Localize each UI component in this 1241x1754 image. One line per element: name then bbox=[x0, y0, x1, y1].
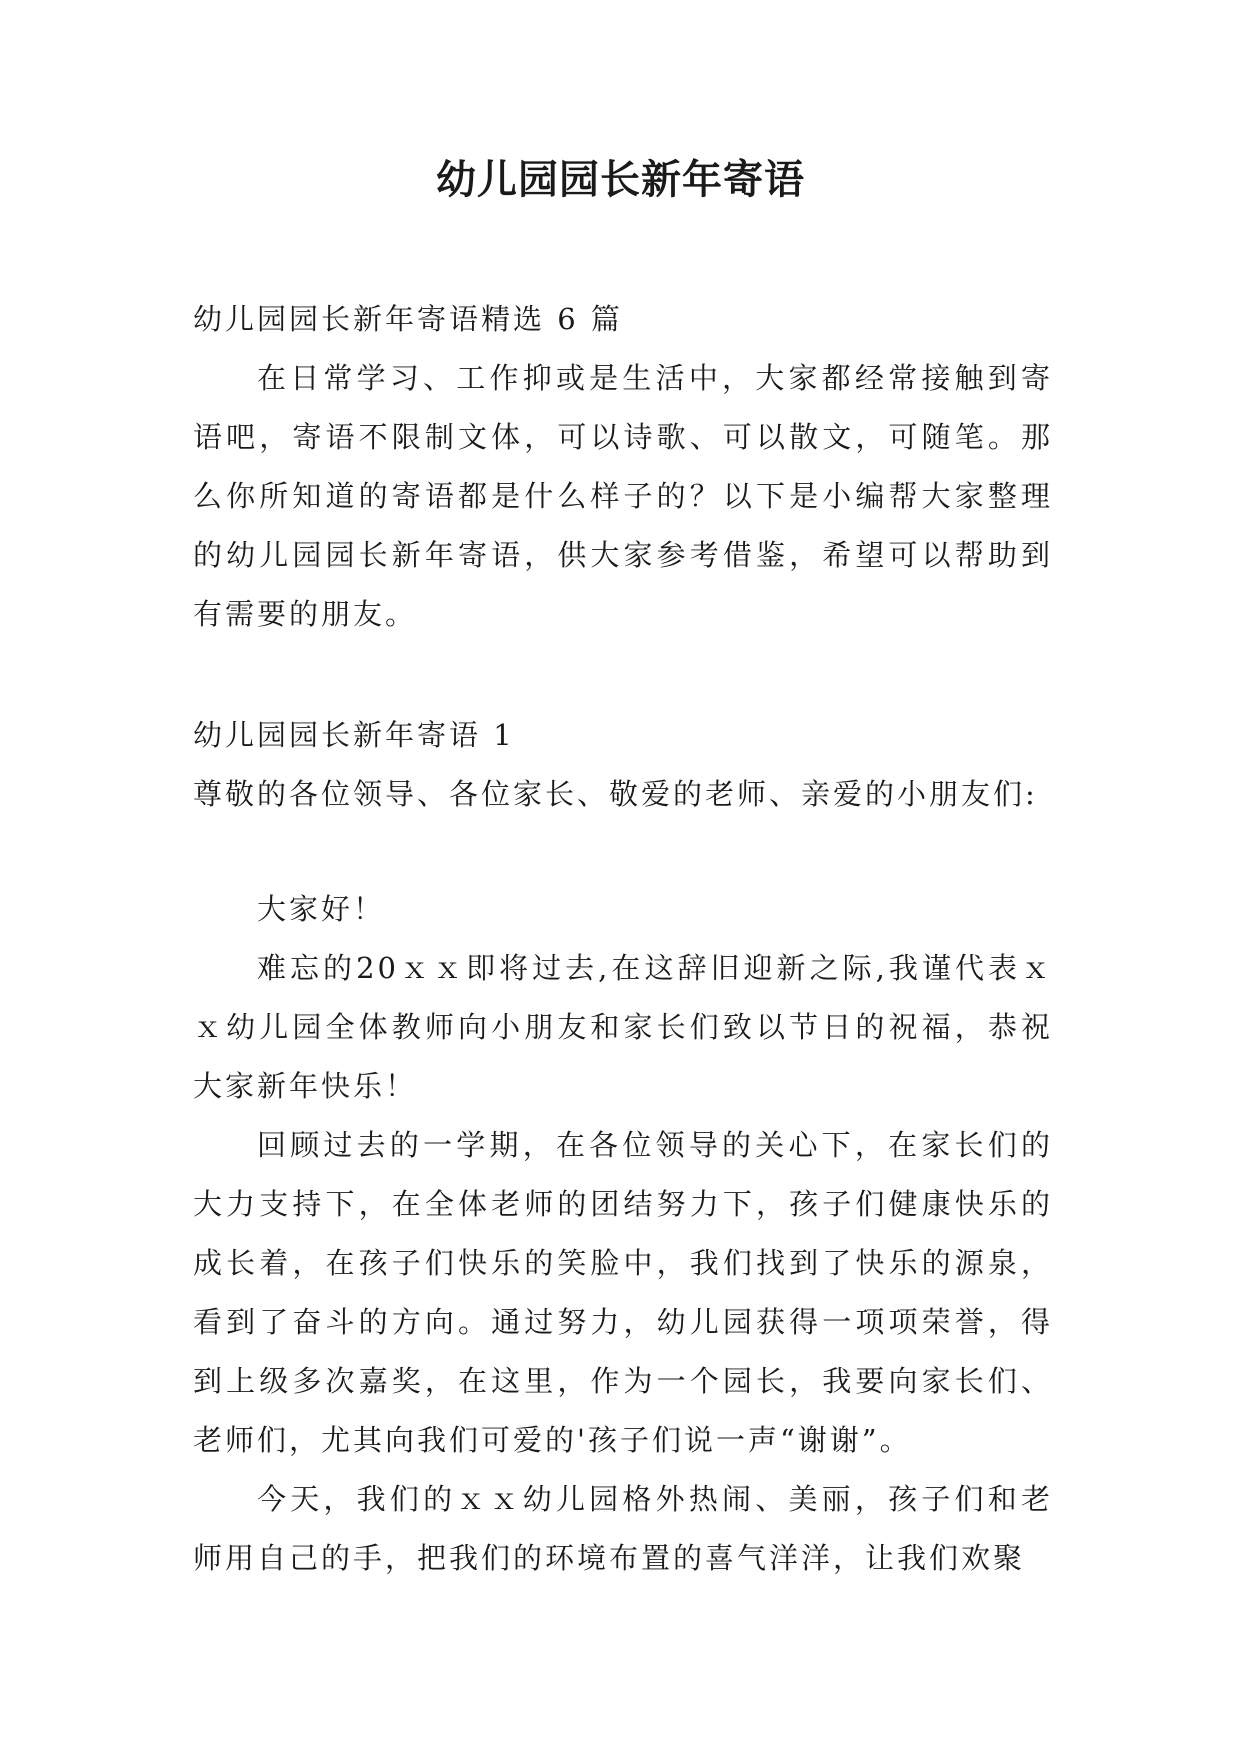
body-paragraph: 回顾过去的一学期，在各位领导的关心下，在家长们的大力支持下，在全体老师的团结努力下，孩子们健康快乐的成长着，在孩子们快乐的笑脸中，我们找到了快乐的源泉，看到了奋斗的方向。通过努力，幼儿园获得一项项荣誉，得到上级多次嘉奖，在这里，作为一个园长，我要向家长们、老师们，尤其向我们可爱的'孩子们说一声“谢谢”。 bbox=[193, 1128, 1053, 1457]
document-body bbox=[193, 290, 1053, 1588]
body-paragraph: 今天，我们的ｘｘ幼儿园格外热闹、美丽，孩子们和老师用自己的手，把我们的环境布置的喜气洋洋，让我们欢聚 bbox=[193, 1482, 1053, 1575]
intro-paragraph: 在日常学习、工作抑或是生活中，大家都经常接触到寄语吧，寄语不限制文体，可以诗歌、可以散文，可随笔。那么你所知道的寄语都是什么样子的？以下是小编帮大家整理的幼儿园园长新年寄语，供大家参考借鉴，希望可以帮助到有需要的朋友。 bbox=[193, 361, 1053, 631]
document-title: 幼儿园园长新年寄语 bbox=[436, 157, 805, 203]
document-subtitle: 幼儿园园长新年寄语精选 6 篇 bbox=[193, 302, 623, 336]
body-paragraph: 难忘的20ｘｘ即将过去,在这辞旧迎新之际,我谨代表ｘｘ幼儿园全体教师向小朋友和家长们致以节日的祝福，恭祝大家新年快乐！ bbox=[193, 951, 1053, 1103]
section-heading: 幼儿园园长新年寄语 1 bbox=[193, 718, 515, 752]
salutation: 尊敬的各位领导、各位家长、敬爱的老师、亲爱的小朋友们: bbox=[193, 777, 1038, 811]
greeting: 大家好！ bbox=[257, 892, 386, 926]
